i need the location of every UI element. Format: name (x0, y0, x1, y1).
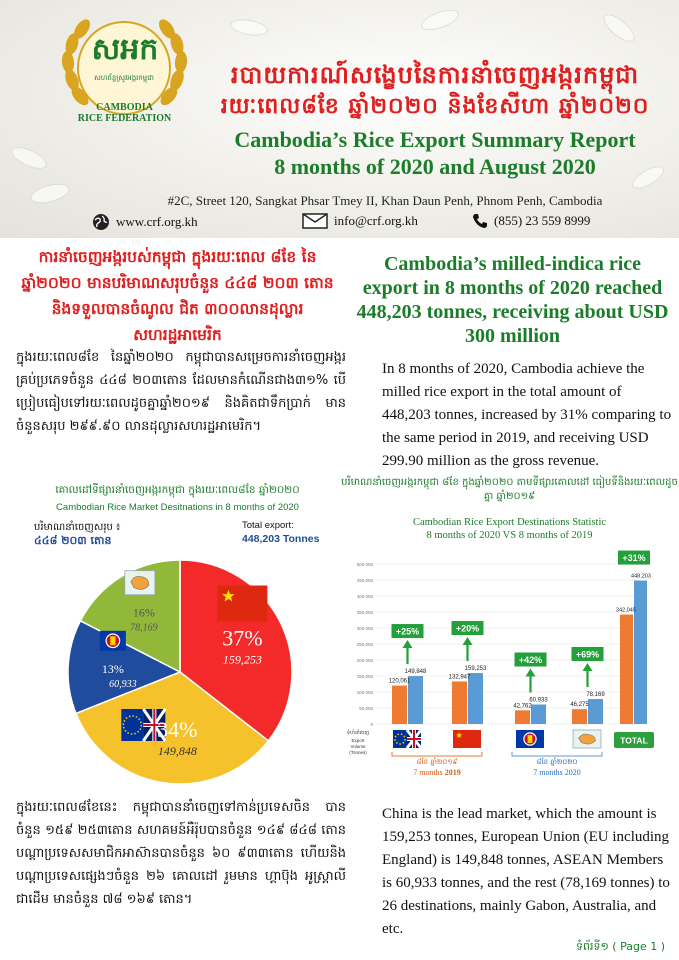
pie-slice-percent: 37% (222, 625, 263, 651)
bar-2019-label: 42,762 (513, 703, 532, 710)
bar-chart-canvas (340, 476, 679, 786)
bar-2020-label: 78,169 (586, 691, 605, 698)
bar-2019-label: 132,947 (448, 674, 471, 681)
total-bar-2019-label: 342,045 (616, 607, 636, 614)
pie-total-label-kh: បរិមាណនាំចេញសរុប ៖ (34, 522, 121, 533)
bar-ylabel-line: (Tonnes) (349, 750, 367, 755)
total-tag-label: TOTAL (620, 735, 648, 746)
rice-grain-decoration (8, 143, 49, 174)
phone-contact[interactable] (472, 213, 590, 229)
legend-2019-year: 2019 (444, 768, 461, 777)
bar-y-tick-label: 150,000 (356, 674, 373, 679)
pie-slice-flag (217, 586, 267, 622)
legend-2020-bracket (512, 752, 602, 756)
title-kh-line2: រយៈពេល៨ខែ ឆ្នាំ២០២០ និងខែសីហា ឆ្នាំ២០២០ (220, 94, 650, 119)
english-headline: Cambodia’s milled-indica rice export in 8 months of 2020 reached 448,203 tonnes, receiving about USD 300 million (356, 253, 669, 347)
page-number: ទំព័រទី១ ( Page 1 ) (576, 940, 665, 953)
pie-slice-percent: 16% (132, 605, 155, 620)
rice-grain-decoration (229, 17, 269, 38)
bar-2020 (588, 699, 603, 724)
bar-2019 (572, 709, 587, 724)
total-bar-2020-label: 448,203 (631, 573, 651, 580)
pie-total-value: 448,203 Tonnes (242, 533, 320, 545)
bar-2019 (515, 710, 530, 724)
bar-group-flag (573, 730, 601, 748)
pie-slice-flag (125, 571, 155, 595)
pie-slice-value: 78,169 (130, 622, 158, 634)
bar-y-tick-label: 300,000 (356, 626, 373, 631)
email-contact[interactable] (302, 213, 418, 229)
pie-slice-value: 159,253 (222, 652, 262, 667)
address: #2C, Street 120, Sangkat Phsar Tmey II, Khan Daun Penh, Phnom Penh, Cambodia (167, 193, 603, 208)
khmer-headline: ការនាំចេញអង្ករបស់កម្ពុជា ក្នុងរយៈពេល ៨ខែ នៃឆ្នាំ២០២០ មានបរិមាណសរុបចំនួន ៤៤៨ ២០៣ តោន និងទទួលបានចំណូល ជិត ៣០០លានដុល្លារសហរដ្ឋអាមេរិក (21, 248, 334, 344)
china-flag-icon (453, 730, 481, 748)
bar-title: Cambodian Rice Export Destinations Statistic (412, 517, 607, 528)
bar-y-tick-label: 400,000 (356, 594, 373, 599)
pie-slice-percent: 34% (157, 716, 198, 742)
globe-icon (92, 213, 110, 231)
logo-en-line1: CAMBODIA (96, 102, 153, 113)
logo-abbr: សអក (91, 32, 159, 67)
bar-ylabel-line: Volume (350, 744, 366, 749)
growth-badge-label: +25% (395, 626, 420, 637)
bar-subtitle: 8 months of 2020 VS 8 months of 2019 (426, 530, 593, 541)
bar-group-flag (453, 730, 481, 748)
bar-2020 (468, 673, 483, 724)
envelope-icon (302, 213, 328, 229)
rice-grain-decoration (28, 180, 71, 207)
pie-title: Cambodian Rice Market Desitnations in 8 months of 2020 (56, 502, 299, 513)
pie-total-label: Total export: (242, 520, 294, 531)
rice-grain-decoration (599, 10, 638, 47)
rice-grain-decoration (418, 6, 461, 35)
bar-2020 (531, 705, 546, 724)
total-bar-2019 (620, 615, 633, 724)
growth-badge-label: +69% (575, 649, 600, 660)
growth-arrow-head (583, 663, 593, 671)
legend-2020: 7 months 2020 (533, 768, 581, 777)
pie-slice-flag (100, 631, 126, 651)
bar-2020-label: 60,933 (529, 697, 548, 704)
legend-2020-kh: ៨ខែ ឆ្នាំ២០២០ (536, 758, 578, 766)
logo-kh-name: សហព័ន្ធស្រូវអង្ករកម្ពុជា (94, 74, 154, 82)
bar-2019-label: 120,061 (388, 678, 411, 685)
legend-2019-bracket (392, 752, 482, 756)
eu-flag-icon (121, 709, 143, 741)
bar-ylabel-kh: ទំហំនាំចេញ (346, 730, 370, 736)
bar-2020-label: 149,848 (404, 669, 427, 676)
china-flag-icon (217, 586, 267, 622)
phone-number: (855) 23 559 8999 (494, 213, 591, 228)
bar-title-kh: បរិមាណនាំចេញអង្ករកម្ពុជា ៨ខែ ក្នុងឆ្នាំ២០២០ តាមទីផ្សារគោលដៅ ធៀបទីនិងរយៈពេលដូចគ្នា ឆ្នាំ២០១៩ (341, 477, 678, 502)
bar-y-tick-label: 500,000 (356, 562, 373, 567)
legend-2019-kh: ៨ខែ ឆ្នាំ២០១៩ (416, 758, 458, 766)
phone-icon (472, 213, 488, 229)
market-destination-pie-chart (10, 484, 345, 784)
growth-arrow-head (463, 637, 473, 645)
bar-2019 (452, 681, 467, 724)
growth-badge-label: +42% (518, 655, 543, 666)
bar-y-tick-label: 200,000 (356, 658, 373, 663)
email-link[interactable]: info@crf.org.kh (334, 213, 418, 228)
growth-badge-label: +20% (455, 623, 480, 634)
pie-total-value-kh: ៤៤៨ ២០៣ តោន (34, 534, 112, 547)
asean-flag-rice (528, 735, 533, 743)
title-en-line2: 8 months of 2020 and August 2020 (274, 154, 596, 179)
total-growth-label: +31% (622, 553, 646, 564)
bar-2019 (392, 686, 407, 724)
khmer-summary-paragraph: ក្នុងរយៈពេល៨ខែ នៃឆ្នាំ២០២០ កម្ពុជាបានសម្រេចការនាំចេញអង្ករគ្រប់ប្រភេទចំនួន ៤៤៨ ២០៣តោន ដែលមានកំណើនជាង៣១% បើប្រៀបធៀបទៅរយៈពេលដូចគ្នាឆ្នាំ២០១៩ និងគិតជាទឹកប្រាក់ មានចំនួនសរុប ២៩៩.៩០ លានដុល្លារសហរដ្ឋអាមេរិក។ (16, 350, 346, 434)
logo-en-name (52, 102, 197, 124)
website-contact[interactable] (92, 213, 198, 231)
pie-slice-value: 149,848 (157, 743, 197, 758)
logo-en-line2: RICE FEDERATION (77, 113, 172, 124)
bar-y-tick-label: 100,000 (356, 690, 373, 695)
english-market-paragraph: China is the lead market, which the amount is 159,253 tonnes, European Union (EU including England) is 149,848 tonnes, ASEAN Members is 60,933 tonnes, and the rest (78,169 tonnes) to 26 destinations, mainly Gabon, Australia, and etc. (382, 806, 670, 937)
pie-chart-canvas (10, 484, 345, 784)
english-summary-paragraph: In 8 months of 2020, Cambodia achieve the milled rice export in the total amount of 448,203 tonnes, increased by 31% comparing to the same period in 2019, and receiving USD 299.90 million as the gross revenue. (382, 361, 672, 469)
report-header (0, 0, 679, 238)
asean-flag-rice (110, 636, 115, 645)
website-link[interactable]: www.crf.org.kh (116, 214, 198, 229)
destination-comparison-bar-chart (340, 476, 679, 786)
bar-y-tick-label: 250,000 (356, 642, 373, 647)
pie-title-kh: គោលដៅទីផ្សារនាំចេញអង្ករកម្ពុជា ក្នុងរយៈពេល៨ខែ ឆ្នាំ២០២០ (55, 484, 300, 496)
bar-2020-label: 159,253 (464, 666, 487, 673)
legend-2019: 7 months 2019 (413, 768, 461, 777)
bar-y-tick-label: 0 (370, 722, 373, 727)
bar-group-flag (516, 730, 544, 748)
pie-slice-value: 60,933 (109, 678, 137, 690)
total-bar-2020 (634, 581, 647, 724)
title-kh-line1: របាយការណ៍សង្ខេបនៃការនាំចេញអង្ករកម្ពុជា (230, 61, 640, 89)
bar-y-tick-label: 350,000 (356, 610, 373, 615)
growth-arrow-head (526, 669, 536, 677)
bar-ylabel-line: Export (351, 738, 365, 743)
bar-group-flag (393, 730, 421, 748)
khmer-market-paragraph: ក្នុងរយៈពេល៨ខែនេះ កម្ពុជាបាននាំចេញទៅកាន់ប្រទេសចិន បានចំនួន ១៥៩ ២៥៣តោន សហគមន៍អឺរ៉ុបបានចំនួន ១៤៩ ៨៤៨ តោន បណ្តាប្រទេសសមាជិកអាស៊ានបានចំនួន ៦០ ៩៣៣តោន ហើយនិងបណ្តាប្រទេសផ្សេងៗចំនួន ២៦ គោលដៅ រួមមាន ហ្គាប៊ុង អូស្ត្រាលី ជាដើម មានចំនួន ៧៨ ១៦៩ តោន។ (16, 800, 346, 907)
bar-2019-label: 46,275 (570, 702, 589, 709)
bar-y-tick-label: 450,000 (356, 578, 373, 583)
title-en-line1: Cambodia’s Rice Export Summary Report (234, 127, 636, 152)
pie-slice-percent: 13% (101, 661, 124, 676)
bar-y-tick-label: 50,000 (359, 706, 373, 711)
